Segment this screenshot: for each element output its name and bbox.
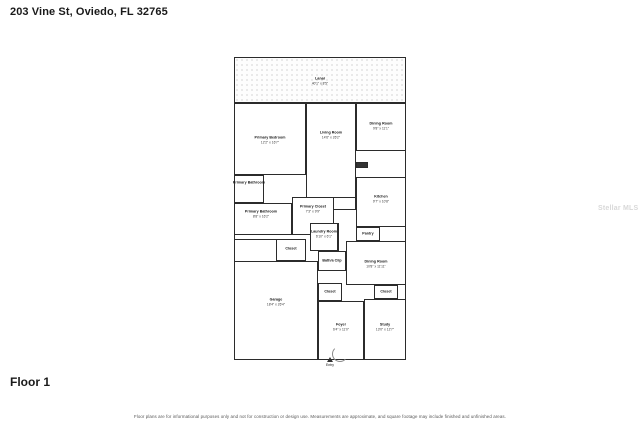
room-dim: 10'8" x 11'11"	[366, 264, 386, 269]
room-label-study	[376, 323, 394, 332]
disclaimer-text: Floor plans are for informational purposes only and not for construction or design use. Measurements are approximate, and square footage may include finished and unfinished areas.	[133, 414, 507, 419]
room-name: Closet	[380, 289, 392, 294]
room-primary-bathroom-small	[234, 175, 264, 203]
room-living	[306, 103, 356, 210]
wall-segment	[338, 223, 339, 251]
room-label-dining-lower	[365, 260, 388, 269]
room-dim: 18'4" x 26'4"	[266, 302, 286, 307]
room-name: Dining Room	[364, 259, 388, 264]
wall-segment	[234, 239, 276, 240]
room-name: Closet	[324, 289, 336, 294]
entry-label: Entry	[326, 363, 334, 367]
room-dim: 6'10" x 6'1"	[315, 234, 333, 239]
room-garage	[234, 261, 318, 360]
room-dim: 40'1" x 8'5"	[311, 81, 329, 86]
wall-segment	[334, 197, 356, 198]
room-name: Primary Bedroom	[254, 135, 286, 140]
room-dim: 14'6" x 26'2"	[321, 135, 341, 140]
room-label-closet-center	[324, 290, 335, 295]
room-label-foyer	[333, 323, 349, 332]
page-title: 203 Vine St, Oviedo, FL 32765	[10, 6, 168, 18]
room-label-closet-laundry	[285, 247, 296, 252]
entry-arrow-icon	[327, 357, 333, 362]
floor-plan-canvas	[232, 57, 406, 367]
room-dim: 8'8" x 16'2"	[252, 214, 270, 219]
floor-label: Floor 1	[10, 375, 51, 389]
room-label-laundry	[311, 230, 337, 239]
room-label-dining-upper	[370, 122, 393, 131]
room-name: Study	[379, 322, 391, 327]
room-name: Living Room	[319, 130, 343, 135]
watermark: Stellar MLS	[598, 205, 639, 212]
room-name: Laundry Room	[311, 229, 337, 234]
room-name: Kitchen	[374, 194, 388, 199]
wall-segment	[346, 251, 347, 285]
room-dim: 12'2" x 16'7"	[260, 140, 280, 145]
room-name: Primary Bathroom	[232, 180, 266, 185]
room-label-primary-bedroom	[255, 136, 286, 145]
room-label-pantry	[362, 232, 374, 237]
room-name: Bath/a Clip	[322, 258, 342, 263]
room-label-garage	[267, 298, 285, 307]
room-label-living	[320, 131, 342, 140]
kitchen-island	[356, 162, 368, 168]
room-label-primary-bathroom	[245, 210, 277, 219]
room-label-lanai	[312, 77, 328, 86]
room-dim: 9'8" x 11'1"	[372, 126, 390, 131]
room-dim: 6'4" x 11'0"	[332, 327, 350, 332]
room-label-kitchen	[373, 195, 389, 204]
room-dim: 7'3" x 9'9"	[305, 209, 321, 214]
room-name: Closet	[285, 246, 297, 251]
room-name: Lanai	[315, 76, 325, 81]
wall-segment	[292, 261, 318, 262]
room-dim: 13'0" x 12'7"	[375, 327, 395, 332]
room-name: Garage	[269, 297, 283, 302]
room-primary-bathroom	[234, 203, 292, 235]
room-label-bath-small	[322, 259, 341, 264]
room-name: Foyer	[335, 322, 347, 327]
room-label-primary-bathroom-small	[233, 181, 265, 186]
room-name: Pantry	[362, 231, 374, 236]
room-name: Primary Closet	[299, 204, 327, 209]
door-arc-entry	[332, 346, 348, 362]
room-label-primary-closet	[300, 205, 326, 214]
room-label-closet-right	[380, 290, 391, 295]
room-name: Primary Bathroom	[244, 209, 278, 214]
room-dim: 9'7" x 10'8"	[372, 199, 390, 204]
room-name: Dining Room	[369, 121, 393, 126]
